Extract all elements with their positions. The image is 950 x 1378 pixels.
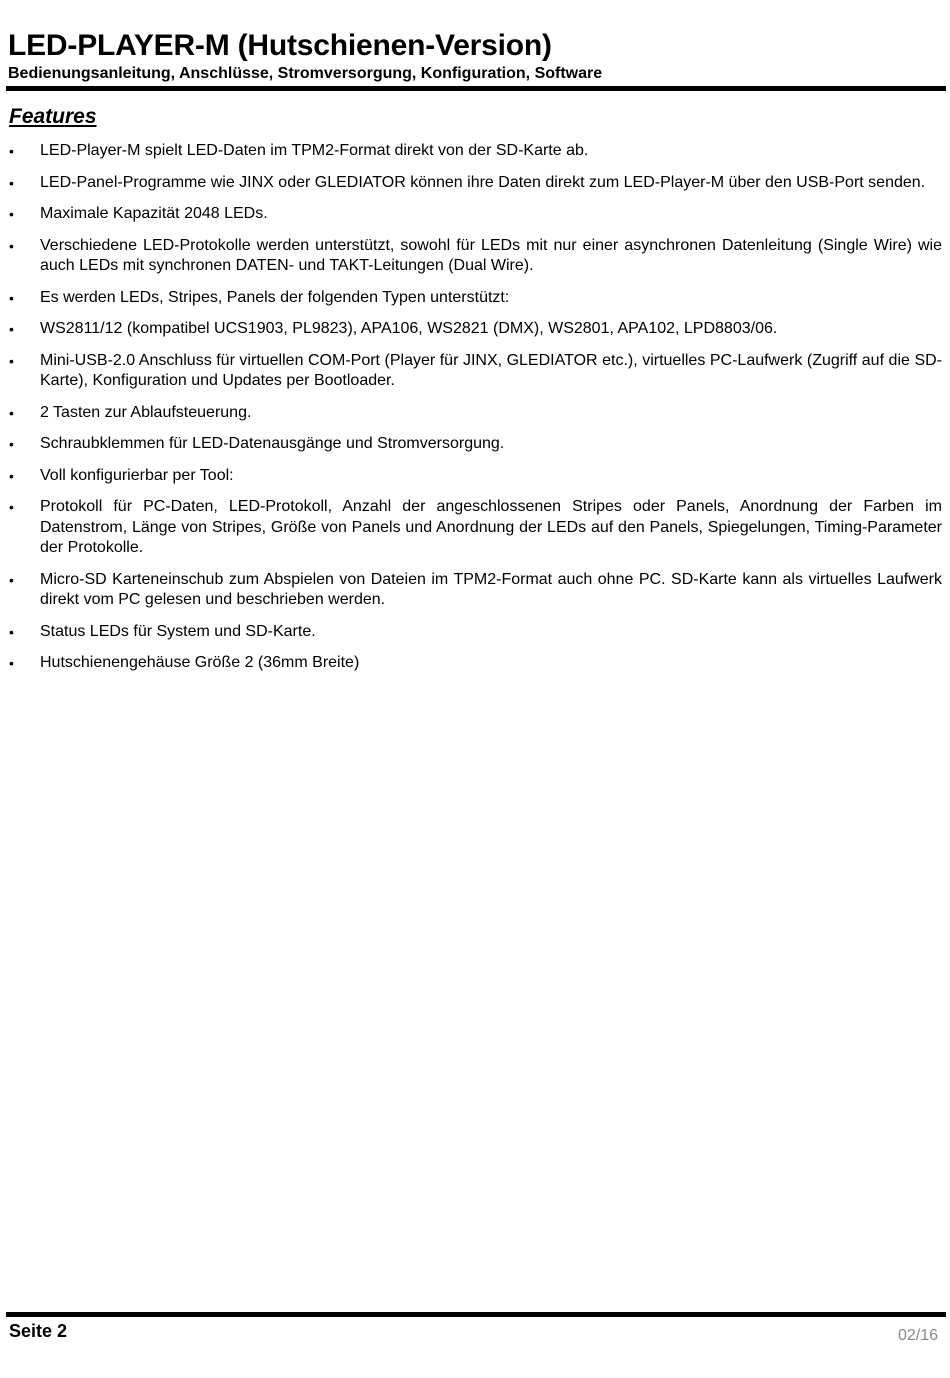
bullet-icon: • [9,321,14,337]
bullet-icon: • [9,174,14,191]
feature-text: Hutschienengehäuse Größe 2 (36mm Breite) [40,654,360,671]
bullet-icon: • [9,571,14,588]
bullet-icon: • [9,289,14,306]
feature-text: Micro-SD Karteneinschub zum Abspielen von Dateien im TPM2-Format auch ohne PC. SD-Karte kann als virtuelles Laufwerk direkt vom PC gelesen und beschrieben werden. [40,570,942,608]
feature-item [0,236,942,277]
feature-text: Status LEDs für System und SD-Karte. [40,622,316,640]
feature-item [0,319,942,340]
feature-text: Voll konfigurierbar per Tool: [40,466,234,484]
feature-item [0,466,942,487]
feature-list [0,141,942,685]
bullet-icon: • [9,655,14,671]
document-title: LED-PLAYER-M (Hutschienen-Version) [8,29,552,62]
footer-divider [6,1312,946,1317]
feature-item [0,653,942,674]
feature-item [0,497,942,559]
bullet-icon: • [9,623,14,640]
feature-text: Schraubklemmen für LED-Datenausgänge und Stromversorgung. [40,435,505,452]
bullet-icon: • [9,499,14,515]
feature-item [0,434,942,455]
feature-text: Protokoll für PC-Daten, LED-Protokoll, Anzahl der angeschlossenen Stripes oder Panels, Anordnung der Farben im Datenstrom, Länge von Stripes, Größe von Panels und Anordnung der LEDs auf den Panels, Spiegelungen, Timing-Parameter der Protokolle. [40,498,942,556]
header-divider [6,86,946,91]
feature-item [0,173,942,194]
feature-item [0,570,942,611]
bullet-icon: • [9,352,14,369]
document-subtitle: Bedienungsanleitung, Anschlüsse, Stromversorgung, Konfiguration, Software [8,65,603,82]
bullet-icon: • [9,237,14,254]
section-heading-features: Features [9,105,97,128]
feature-item [0,141,942,162]
feature-text: LED-Panel-Programme wie JINX oder GLEDIATOR können ihre Daten direkt zum LED-Player-M über den USB-Port senden. [40,173,926,191]
feature-text: Mini-USB-2.0 Anschluss für virtuellen COM-Port (Player für JINX, GLEDIATOR etc.), virtuelles PC-Laufwerk (Zugriff auf die SD-Karte), Konfiguration und Updates per Bootloader. [40,351,942,389]
feature-item [0,288,942,309]
feature-text: Es werden LEDs, Stripes, Panels der folgenden Typen unterstützt: [40,288,510,306]
feature-item [0,204,942,225]
document-date: 02/16 [897,1327,938,1344]
bullet-icon: • [9,467,14,484]
bullet-icon: • [9,143,14,159]
feature-item [0,351,942,392]
page-number: Seite 2 [9,1321,68,1341]
feature-text: 2 Tasten zur Ablaufsteuerung. [40,403,252,421]
bullet-icon: • [9,436,14,452]
feature-text: LED-Player-M spielt LED-Daten im TPM2-Format direkt von der SD-Karte ab. [40,142,589,159]
bullet-icon: • [9,206,14,222]
feature-text: Verschiedene LED-Protokolle werden unterstützt, sowohl für LEDs mit nur einer asynchronen Datenleitung (Single Wire) wie auch LEDs mit synchronen DATEN- und TAKT-Leitungen (Dual Wire). [40,236,942,274]
feature-text: WS2811/12 (kompatibel UCS1903, PL9823), APA106, WS2821 (DMX), WS2801, APA102, LPD8803/06. [40,320,778,337]
document-header [8,28,944,84]
feature-item [0,622,942,643]
feature-text: Maximale Kapazität 2048 LEDs. [40,205,268,222]
feature-item [0,403,942,424]
bullet-icon: • [9,404,14,421]
